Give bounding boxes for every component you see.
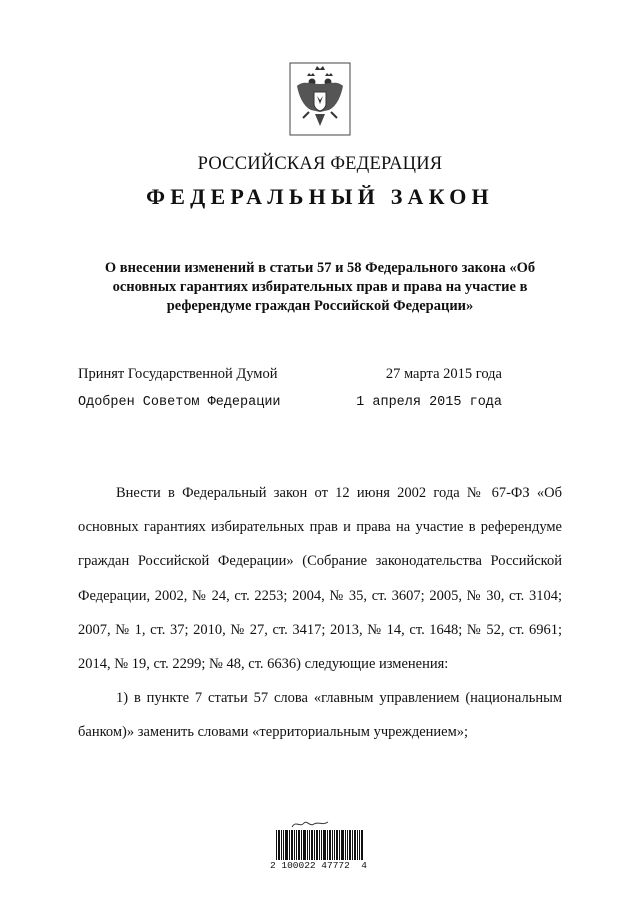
document-type-title: ФЕДЕРАЛЬНЫЙ ЗАКОН <box>146 184 494 209</box>
council-approval-line <box>78 395 502 410</box>
body-paragraph-1: Внести в Федеральный закон от 12 июня 2002 года № 67-ФЗ «Об основных гарантиях избирательных прав и права на участие в референдуме граждан Российской Федерации» (Собрание законодательства Российской Федерации, 2002, № 24, ст. 2253; 2004, № 35, ст. 3607; 2005, № 30, ст. 3104; 2007, № 1, ст. 37; 2010, № 27, ст. 3417; 2013, № 14, ст. 1648; № 52, ст. 6961; 2014, № 19, ст. 2299; № 48, ст. 6636) следующие изменения: <box>78 485 562 673</box>
council-approval-date: 1 апреля 2015 года <box>356 395 502 410</box>
coat-of-arms-icon <box>289 62 351 136</box>
law-body <box>78 476 562 750</box>
body-paragraph-2: 1) в пункте 7 статьи 57 слова «главным управлением (национальным банком)» заменить словами «территориальным учреждением»; <box>78 690 562 741</box>
document-footer <box>270 818 370 874</box>
signature-mark <box>290 818 330 830</box>
law-subject-title: О внесении изменений в статьи 57 и 58 Федерального закона «Об основных гарантиях избирательных прав и права на участие в референдуме граждан Российской Федерации» <box>104 260 536 314</box>
council-approval-label: Одобрен Советом Федерации <box>78 395 281 410</box>
duma-adoption-date: 27 марта 2015 года <box>385 366 502 382</box>
duma-adoption-line <box>78 366 502 383</box>
barcode-number: 2 100022 47772 4 <box>270 860 367 871</box>
coat-of-arms-emblem <box>289 62 351 136</box>
country-heading: РОССИЙСКАЯ ФЕДЕРАЦИЯ <box>197 154 443 174</box>
duma-adoption-label: Принят Государственной Думой <box>78 366 278 382</box>
barcode-icon <box>276 830 364 860</box>
